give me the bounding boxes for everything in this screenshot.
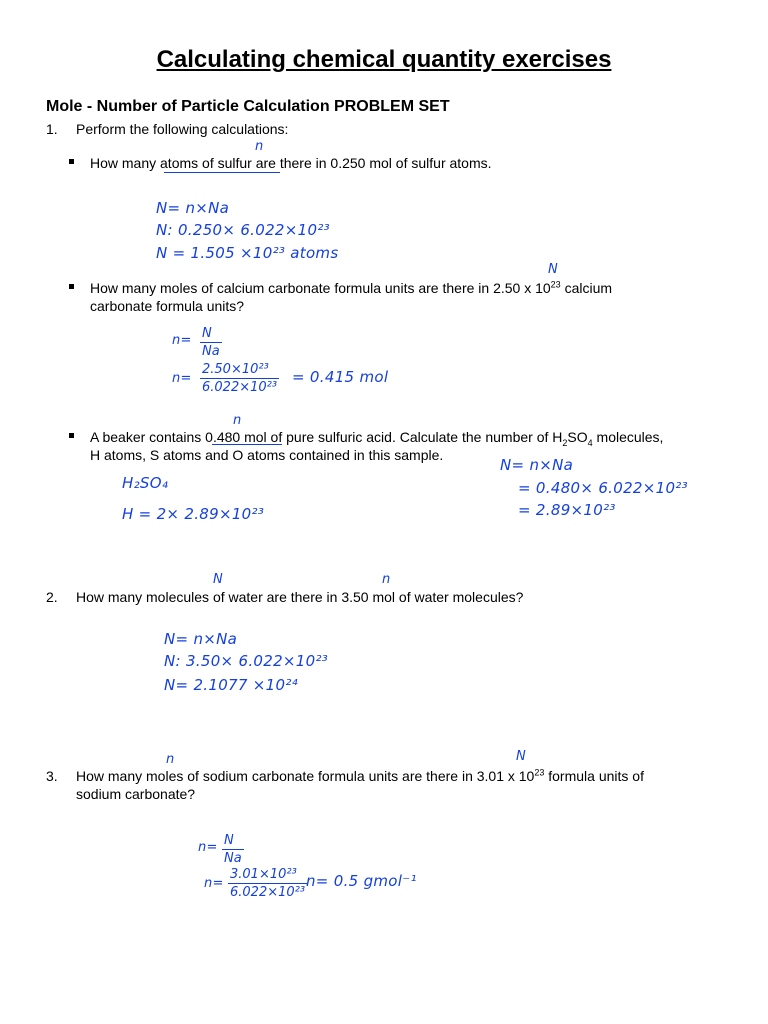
hw-fraction-3-2: 3.01×10²³ 6.022×10²³ bbox=[230, 867, 306, 900]
hw-label-N-1b: N bbox=[548, 262, 559, 277]
question-1-prompt: Perform the following calculations: bbox=[76, 121, 289, 137]
question-1-number: 1. bbox=[46, 121, 58, 137]
hw-right-1c-1: N= n×Na bbox=[500, 456, 574, 474]
hw-n-eq-1b-2: n= bbox=[172, 371, 192, 386]
hw-line-1a-2: N: 0.250× 6.022×10²³ bbox=[156, 221, 330, 239]
hw-left-1c-1: H₂SO₄ bbox=[122, 474, 169, 492]
hw-line-1a-1: N= n×Na bbox=[156, 199, 230, 217]
hw-result-3: n= 0.5 gmol⁻¹ bbox=[306, 872, 417, 890]
hw-underline bbox=[164, 172, 280, 173]
bullet-icon bbox=[69, 284, 74, 289]
question-2-number: 2. bbox=[46, 589, 58, 605]
hw-left-1c-2: H = 2× 2.89×10²³ bbox=[122, 505, 265, 523]
question-2-text: How many molecules of water are there in 3.50 mol of water molecules? bbox=[76, 589, 524, 605]
bullet-icon bbox=[69, 433, 74, 438]
hw-underline bbox=[212, 444, 282, 445]
question-3-number: 3. bbox=[46, 768, 58, 784]
question-1c-text: A beaker contains 0.480 mol of pure sulfuric acid. Calculate the number of $H_2SO_4$ molecules, bbox=[90, 429, 664, 448]
hw-label-N-3: N bbox=[516, 749, 527, 764]
hw-right-1c-2: = 0.480× 6.022×10²³ bbox=[518, 479, 688, 497]
hw-label-N-2: N bbox=[213, 572, 224, 587]
hw-n-eq-1b: n= bbox=[172, 333, 192, 348]
hw-label-n-3: n bbox=[166, 752, 175, 767]
hw-right-1c-3: = 2.89×10²³ bbox=[518, 501, 616, 519]
question-1b-text: How many moles of calcium carbonate formula units are there in 2.50 x $10^{23}$ calcium bbox=[90, 279, 613, 296]
section-heading: Mole - Number of Particle Calculation PROBLEM SET bbox=[46, 98, 450, 115]
bullet-icon bbox=[69, 159, 74, 164]
hw-result-1b: = 0.415 mol bbox=[292, 368, 389, 386]
hw-line-2-3: N= 2.1077 ×10²⁴ bbox=[164, 676, 298, 694]
question-3-text-line2: sodium carbonate? bbox=[76, 786, 196, 802]
hw-fraction-1b-1: N Na bbox=[202, 326, 220, 359]
hw-label-n-1a: n bbox=[255, 139, 264, 154]
hw-fraction-1b-2: 2.50×10²³ 6.022×10²³ bbox=[202, 362, 278, 395]
hw-label-n-1c: n bbox=[233, 413, 242, 428]
question-1b-text-line2: carbonate formula units? bbox=[90, 298, 245, 314]
hw-label-n-2: n bbox=[382, 572, 391, 587]
hw-fraction-3-1: N Na bbox=[224, 833, 242, 866]
hw-n-eq-3-2: n= bbox=[204, 876, 224, 891]
question-1c-text-line2: H atoms, S atoms and O atoms contained in this sample. bbox=[90, 447, 444, 463]
question-1a-text: How many atoms of sulfur are there in 0.250 mol of sulfur atoms. bbox=[90, 155, 492, 171]
hw-n-eq-3: n= bbox=[198, 840, 218, 855]
page-title: Calculating chemical quantity exercises bbox=[156, 46, 612, 73]
question-3-text: How many moles of sodium carbonate formula units are there in 3.01 x $10^{23}$ formula units of bbox=[76, 767, 644, 784]
hw-line-1a-3: N = 1.505 ×10²³ atoms bbox=[156, 244, 339, 262]
hw-line-2-2: N: 3.50× 6.022×10²³ bbox=[164, 652, 329, 670]
hw-line-2-1: N= n×Na bbox=[164, 630, 238, 648]
